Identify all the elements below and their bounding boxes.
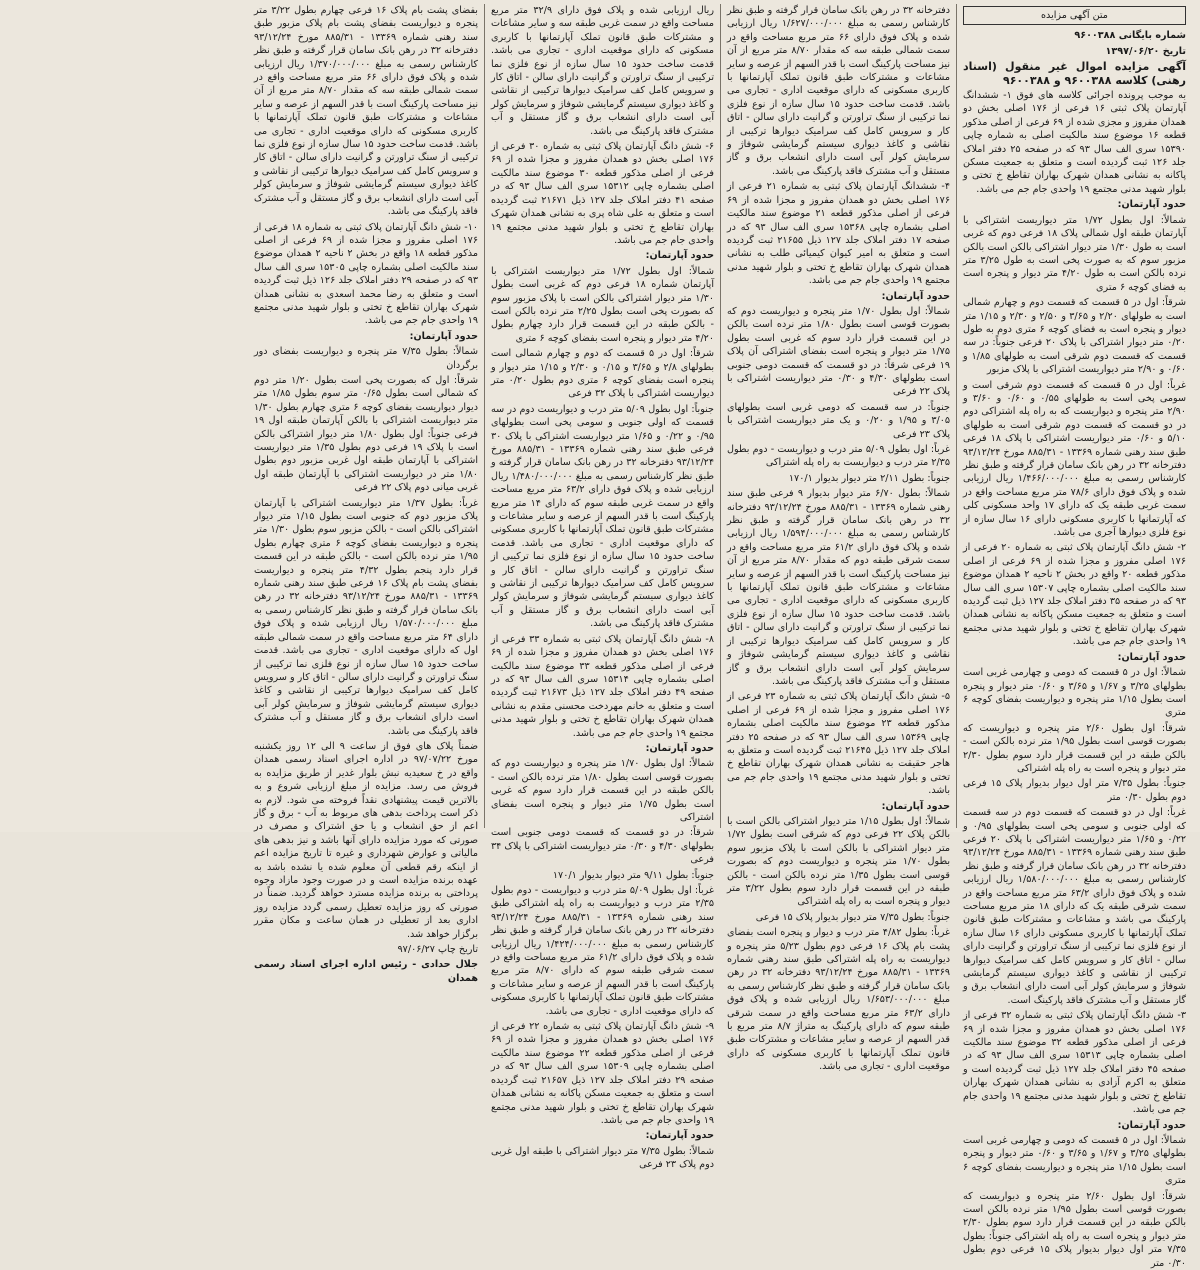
notice-paragraph: ۱۰- شش دانگ آپارتمان پلاک ثبتی به شماره ۱۸ فرعی از ۱۷۶ اصلی مفروز و مجزا شده از ۶۹ فرعی از اصلی مذکور قطعه ۱۸ واقع در بخش ۲ ناحیه ۲ همدان موضوع سند مالکیت اصلی بشماره چاپی ۱۵۳۰۵ سری الف سال ۹۳ که در صفحه ۲۹ دفتر املاک جلد ۱۲۶ ذیل ثبت گردیده است و متعلق به رضا محمد اسعدی به نشانی همدان شهرک بهاران تقاطع خ تختی و بلوار شهید مدنی مجتمع ۱۹ واحدی جام جم می باشد. [254, 221, 478, 327]
column-4 [248, 4, 484, 984]
notice-paragraph: غرباً: اول بطول ۵/۰۹ متر درب و دیواریست - دوم بطول ۲/۳۵ متر درب و دیواریست به راه پله اشتراکی طبق سند رهنی شماره ۱۳۳۶۹ - ۸۸۵/۳۱ مورخ ۹۳/۱۲/۲۴ دفترخانه ۳۲ در رهن بانک سامان قرار گرفته و طبق نظر کارشناس رسمی به مبلغ ۱/۴۲۴/۰۰۰/۰۰۰ ریال ارزیابی شده و پلاک فوق دارای ۶۱/۲ متر مربع مساحت واقع در سمت شرقی طبقه سوم که دارای ۸/۷۰ متر مربع پارکینگ است با قدر السهم از عرصه و سایر مشاعات و مشترکات طبق قانون تملک آپارتمانها با کاربری مسکونی که دارای موقعیت اداری - تجاری می باشد. [491, 885, 715, 1017]
boundaries-heading: حدود آپارتمان: [645, 1130, 714, 1142]
notice-paragraph: غرباً: اول در دو قسمت که قسمت دوم در سه قسمت که اولی جنوبی و سومی پخی است بطولهای ۰/۹۵ و ۰/۲۲ و ۱/۶۵ متر دیواریست اشتراکی با پلاک ۲۰ فرعی طبق سند رهنی شماره ۱۳۳۶۹ - ۸۸۵/۳۱ مورخ ۹۳/۱۲/۲۴ دفترخانه ۳۲ در رهن بانک سامان قرار گرفته و طبق نظر کارشناس رسمی به مبلغ ۱/۵۸۰/۰۰۰/۰۰۰ ریال ارزیابی شده و پلاک فوق دارای ۶۳/۲ متر مربع مساحت واقع در سمت شرقی طبقه یک که دارای ۱۸ متر مربع مساحت پارکینگ می باشد و مشاعات و مشترکات طبق قانون تملک آپارتمانها با کاربری مسکونی دارای ۱۶ سال سازه از نوع فلزی نما ترکیبی از سنگ تراورتن و گرانیت دارای سالن - اتاق کار و سرویس کامل کف سرامیک دیوارها ترکیبی از نقاشی و کاغذ دیواری سیستم گرمایشی شوفاژ و سرمایش کولر آبی است دارای انشعاب برق و گاز مستقل و آب مشترک فاقد پارکینگ است. [963, 807, 1187, 1006]
boundaries-heading: حدود آپارتمان: [645, 742, 714, 754]
notice-paragraph: شرقاً: اول در ۵ قسمت که قسمت دوم و چهارم شمالی است به طولهای ۲/۲۰ و ۳/۶۵ و ۲/۵۰ و ۲/۳۰ و ۱/۱۵ متر دیوار و پنجره است به فضای کوچه ۶ متری دوم به طول ۰/۲۰ متر دیوار اشتراکی با پلاک ۲۰ فرعی جنوباً: در سه قسمت که قسمت دوم شرقی است به طولهای ۱/۸۵ و ۰/۶۰ و ۲/۹۰ متر دیواریست اشتراکی با پلاک مزبور [963, 297, 1187, 376]
boundaries-heading: حدود آپارتمان: [881, 800, 950, 812]
notice-paragraph: شرقاً: اول که بصورت پخی است بطول ۱/۲۰ متر دوم که شمالی است بطول ۰/۶۵ متر سوم بطول ۱/۸۵ متر دیوار دیواریست بفضای کوچه ۶ متری چهارم بطول ۱/۳۰ متر دیواریست اشتراکی با بالکن آپارتمان طبقه اول ۱۹ فرعی جنوباً: اول بطول ۱/۸۰ متر دیوار اشتراکی بالکن است با پلاک ۱۹ فرعی دوم بطول ۱/۳۵ متر دیواریست اشتراکی با آپارتمان طبقه اول غربی مزبور دوم بطول ۱/۸۰ متر در دیواریست اشتراکی با آپارتمان طبقه اول غربی میانی دوم پلاک ۲۲ فرعی [254, 374, 478, 494]
notice-paragraph: جنوباً: بطول ۲/۱۱ متر دیوار بدیوار ۱۷۰/۱ [788, 472, 950, 484]
signature-line: جلال حدادی - رئیس اداره اجرای اسناد رسمی همدان [254, 959, 478, 984]
boundaries-heading: حدود آپارتمان: [1117, 199, 1186, 211]
notice-paragraph: شمالاً: اول بطول ۱/۷۰ متر پنجره و دیواریست دوم که بصورت قوسی است بطول ۱/۸۰ متر نرده است بالکن در این قسمت قرار دارد سوم که غربی است بطول ۱/۷۵ متر دیوار و پنجره است بفضای اشتراکی آن پلاک ۱۹ فرعی شرقاً: در دو قسمت که قسمت دومی جنوبی است بطولهای ۴/۳۰ و ۰/۳۰ متر دیواریست اشتراکی با پلاک ۲۲ فرعی [727, 305, 951, 398]
notice-paragraph: غرباً: اول در ۵ قسمت که قسمت دوم شرقی است و سومی پخی است به طولهای ۰/۵۵ و ۰/۶۰ و ۳/۶۰ و ۲/۹۰ متر پنجره و دیواریست که به راه پله اشتراکی دوم در دو قسمت که قسمت دوم شرقی است به طولهای ۵/۱۰ و ۰/۶۰ متر دیواریست اشتراکی با پلاک ۱۸ فرعی طبق سند رهنی شماره ۱۳۳۶۹ - ۸۸۵/۳۱ مورخ ۹۳/۱۲/۲۴ دفترخانه ۳۲ در رهن بانک سامان قرار گرفته و طبق نظر کارشناس رسمی به مبلغ ۱/۴۶۶/۰۰۰/۰۰۰ ریال ارزیابی شده و پلاک فوق دارای ۷۸/۶ متر مربع مساحت واقع در سمت غربی طبقه یک که دارای ۱۷ واحد مسکونی کلی که آپارتمانها با کاربری مسکونی دارای ۱۶ سال سازه از نوع فلزی دیوارها آجری می باشد. [963, 379, 1187, 539]
notice-paragraph: شمالاً: اول بطول ۱/۷۰ متر پنجره و دیواریست دوم که بصورت قوسی است بطول ۱/۸۰ متر نرده بالکن است - بالکن طبقه در این قسمت قرار دارد سوم که غربی است بطول ۱/۷۵ متر دیوار و پنجره است بفضای اشتراکی [491, 758, 714, 823]
notice-title: آگهی مزایده اموال غیر منقول (اسناد رهنی) کلاسه ۹۶۰۰۳۸۸ و ۹۶۰۰۳۸۸ [963, 60, 1186, 87]
notice-paragraph: ۳- شش دانگ آپارتمان پلاک ثبتی به شماره ۳۲ فرعی از ۱۷۶ اصلی بخش دو همدان مفروز و مجزا شده از ۶۹ فرعی از اصلی مذکور قطعه ۳۲ موضوع سند مالکیت اصلی بشماره چاپی ۱۵۳۱۳ سری الف سال ۹۳ که در صفحه ۴۵ دفتر املاک جلد ۱۲۷ ذیل ثبت گردیده است و متعلق به اکرم آزادی به نشانی همدان شهرک بهاران تقاطع خ تختی و بلوار شهید مدنی مجتمع ۱۹ واحدی جام جم می باشد. [963, 1010, 1186, 1116]
notice-paragraph: شرقاً: اول در ۵ قسمت که دوم و چهارم شمالی است بطولهای ۲/۸ و ۳/۶۵ و ۰/۱۵ و ۲/۳۰ و ۱/۱۵ متر دیوار و پنجره است بفضای کوچه ۶ متری دوم بطول ۰/۲۰ متر دیواریست اشتراکی با پلاک ۳۲ فرعی [491, 348, 715, 400]
notice-paragraph: شمالاً: بطول ۷/۳۵ متر پنجره و دیواریست بفضای دور برگردان [254, 346, 479, 371]
notice-paragraph: غرباً: بطول ۱/۳۷ متر دیواریست اشتراکی با آپارتمان پلاک مزبور دوم که جنوبی است بطول ۱/۱۵ متر دیوار اشتراکی بالکن است - بالکن مزبور سوم بطول ۱/۳۰ متر پنجره و دیواریست بفضای کوچه ۶ متری چهارم بطول ۱/۹۵ متر نرده بالکن است - بالکن طبقه در این قسمت قرار دارد پنجم بطول ۴/۳۲ متر پنجره و دیواریست بفضای پشت بام پلاک ۱۶ فرعی طبق سند رهنی شماره ۱۳۳۶۹ - ۸۸۵/۳۱ مورخ ۹۳/۱۲/۲۴ دفترخانه ۳۲ در رهن بانک سامان قرار گرفته و طبق نظر کارشناس رسمی به مبلغ ۱/۵۷۰/۰۰۰/۰۰۰ ریال ارزیابی شده و پلاک فوق دارای ۶۴ متر مربع مساحت واقع در سمت شمالی طبقه اول که دارای موقعیت اداری - تجاری می باشد. قدمت ساخت حدود ۱۵ سال سازه از نوع فلزی نما ترکیبی از سنگ تراورتن و گرانیت دارای سالن - اتاق کار و سرویس کامل کف سرامیک دیوارها ترکیبی از نقاشی و کاغذ دیواری سیستم گرمایشی شوفاژ و سرمایش کولر آبی است دارای انشعاب برق و گاز مستقل و آب مشترک فاقد پارکینگ می باشد. [254, 497, 479, 737]
notice-paragraph: ۲- شش دانگ آپارتمان پلاک ثبتی به شماره ۲۰ فرعی از ۱۷۶ اصلی مفروز و مجزا شده از ۶۹ فرعی از اصلی مذکور قطعه ۲۰ واقع در بخش ۲ ناحیه ۲ همدان موضوع سند مالکیت اصلی بشماره چاپی ۱۵۳۰۷ سری الف سال ۹۳ که در صفحه ۳۵ دفتر املاک جلد ۱۲۷ ذیل ثبت گردیده است و متعلق به جمعیت مسکن پاکانه به نشانی همدان شهرک بهاران تقاطع خ تختی و بلوار شهید مدنی مجتمع ۱۹ واحدی جام جم می باشد. [963, 542, 1186, 648]
column-body [963, 198, 1186, 1270]
notice-paragraph: شمالاً: بطول ۷/۳۵ متر دیوار اشتراکی با طبقه اول غربی دوم پلاک ۲۳ فرعی [491, 1145, 715, 1171]
notice-paragraph: غرباً: اول بطول ۵/۰۹ متر درب و دیواریست - دوم بطول ۲/۳۵ متر درب و دیواریست به راه پله اشتراکی [727, 444, 950, 469]
column-3 [484, 4, 720, 1171]
column-body [727, 4, 950, 1074]
boundaries-heading: حدود آپارتمان: [409, 330, 478, 342]
notice-paragraph: ۶- شش دانگ آپارتمان پلاک ثبتی به شماره ۳۰ فرعی از ۱۷۶ اصلی بخش دو همدان مفروز و مجزا شده از ۶۹ فرعی از اصلی مذکور قطعه ۳۰ موضوع سند مالکیت اصلی بشماره چاپی ۱۵۳۱۲ سری الف سال ۹۳ که در صفحه ۴۱ دفتر املاک جلد ۱۲۷ ذیل ۲۱۶۷۱ ثبت گردیده است و متعلق به علی شاه پری به نشانی همدان شهرک بهاران تقاطع خ تختی و بلوار شهید مدنی مجتمع ۱۹ واحدی جام جم می باشد. [491, 141, 714, 246]
notice-paragraph: شمالاً: اول بطول ۱/۷۲ متر دیواریست اشتراکی با آپارتمان طبقه اول شمالی پلاک ۱۸ فرعی دوم که غربی است به طول ۱/۳۰ متر دیوار اشتراکی بالکن است بالکن مزبور سوم که به صورت پخی است به طول ۳/۲۵ متر نرده بالکن است به طول ۴/۲۰ متر دیوار و پنجره است به فضای کوچه ۶ متری [963, 214, 1186, 293]
boundaries-heading: حدود آپارتمان: [645, 250, 714, 262]
notice-paragraph: جنوباً: بطول ۷/۳۵ متر دیوار بدیوار پلاک ۱۵ فرعی [755, 911, 950, 923]
notice-date: تاریخ ۱۳۹۷/۰۶/۲۰ [1105, 45, 1186, 57]
notice-header-text: متن آگهی مزایده [1041, 10, 1108, 21]
notice-paragraph: دفترخانه ۳۲ در رهن بانک سامان قرار گرفته و طبق نظر کارشناس رسمی به مبلغ ۱/۶۲۷/۰۰۰/۰۰۰ ریال ارزیابی شده و پلاک فوق دارای ۶۶ متر مربع مساحت واقع در سمت شمالی طبقه سه که مقدار ۸/۷۰ متر مربع از آن نیز مساحت پارکینگ است با قدر السهم از عرصه و سایر مشاعات و مشترکات طبق قانون تملک آپارتمانها با کاربری مسکونی که دارای موقعیت اداری - تجاری می باشد. قدمت ساخت حدود ۱۵ سال سازه از نوع فلزی نما ترکیبی از سنگ تراورتن و گرانیت دارای سالن - اتاق کار و سرویس کامل کف سرامیک دیوارها ترکیبی از نقاشی و کاغذ دیواری سیستم گرمایشی شوفاژ و سرمایش کولر آبی است دارای انشعاب برق و گاز مستقل و آب مشترک فاقد پارکینگ می باشد. [727, 5, 951, 177]
column-2 [720, 4, 956, 1073]
notice-paragraph: ۵- شش دانگ آپارتمان پلاک ثبتی به شماره ۲۳ فرعی از ۱۷۶ اصلی مفروز و مجزا شده از ۶۹ فرعی از اصلی مذکور قطعه ۲۳ موضوع سند مالکیت اصلی بشماره چاپی ۱۵۳۶۹ سری الف سال ۹۳ که در صفحه ۲۵ دفتر املاک جلد ۱۲۷ ذیل ۲۱۶۴۵ ثبت گردیده است و متعلق به هاجر حقیقت به نشانی همدان شهرک بهاران تقاطع خ تختی و بلوار شهید مدنی مجتمع ۱۹ واحدی جام جم می باشد. [727, 691, 951, 797]
notice-paragraph: شرقاً: اول بطول ۲/۶۰ متر پنجره و دیواریست که بصورت قوسی است بطول ۱/۹۵ متر نرده بالکن است - بالکن طبقه در این قسمت قرار دارد سوم بطول ۲/۳۰ متر دیوار و پنجره است به راه پله اشتراکی [963, 722, 1186, 774]
notice-paragraph: بفضای پشت بام پلاک ۱۶ فرعی چهارم بطول ۳/۲۲ متر پنجره و دیواریست بفضای پشت بام پلاک مزبور طبق سند رهنی شماره ۱۳۳۶۹ - ۸۸۵/۳۱ مورخ ۹۳/۱۲/۲۴ دفترخانه ۳۲ در رهن بانک سامان قرار گرفته و طبق نظر کارشناس رسمی به مبلغ ۱/۳۷۰/۰۰۰/۰۰۰ ریال ارزیابی شده و پلاک فوق دارای ۶۶ متر مربع مساحت واقع در سمت شمالی طبقه سه که مقدار ۸/۷۰ متر مربع از آن نیز مساحت پارکینگ است با قدر السهم از عرصه و سایر مشاعات و مشترکات طبق قانون تملک آپارتمانها با کاربری مسکونی که دارای موقعیت اداری - تجاری می باشد. قدمت ساخت حدود ۱۵ سال سازه از نوع فلزی نما ترکیبی از سنگ تراورتن و گرانیت دارای سالن - اتاق کار و سرویس کامل کف سرامیک دیوارها ترکیبی از نقاشی و کاغذ دیواری سیستم گرمایشی شوفاژ و سرمایش کولر آبی است دارای انشعاب برق و گاز مستقل و آب مشترک فاقد پارکینگ می باشد. [254, 5, 478, 218]
notice-paragraph: جنوباً: در سه قسمت که دومی غربی است بطولهای ۳/۰۵ و ۱/۹۵ و ۰/۲۰ و یک متر دیواریست اشتراکی با پلاک ۲۳ فرعی [727, 401, 951, 440]
boundaries-heading: حدود آپارتمان: [881, 290, 950, 302]
notice-paragraph: ۸- شش دانگ آپارتمان پلاک ثبتی به شماره ۳۳ فرعی از ۱۷۶ اصلی بخش دو همدان مفروز و مجزا شده از ۶۹ فرعی از اصلی مذکور قطعه ۳۳ موضوع سند مالکیت اصلی بشماره چاپی ۱۵۳۱۴ سری الف سال ۹۳ که در صفحه ۴۹ دفتر املاک جلد ۱۲۷ ذیل ۲۱۶۷۳ ثبت گردیده است و متعلق به خانم مهردخت محسنی مقدم به نشانی همدان شهرک بهاران تقاطع خ تختی و بلوار شهید مدنی مجتمع ۱۹ واحدی جام جم می باشد. [491, 633, 714, 739]
notice-paragraph: ضمناً پلاک های فوق از ساعت ۹ الی ۱۲ روز یکشنبه مورخ ۹۷/۰۷/۲۲ در اداره اجرای اسناد رسمی همدان واقع در خ سعیدیه نبش بلوار غدیر از طریق مزایده به فروش می رسد. مزایده از مبلغ ارزیابی شروع و به بالاترین قیمت پیشنهادی نقداً فروخته می شود. لازم به ذکر است پرداخت بدهی های مربوط به آب - برق و گاز اعم از حق انشعاب و یا حق اشتراک و مصرف در صورتی که مورد مزایده دارای آنها باشد و نیز بدهی های مالیاتی و عوارض شهرداری و غیره تا تاریخ مزایده اعم از اینکه رقم قطعی آن معلوم شده یا نشده باشد به عهده برنده مزایده است و در صورت وجود مازاد وجوه پرداختی به برنده مزایده مسترد خواهد گردید. ضمناً در صورتی که روز مزایده تعطیل رسمی گردد مزایده روز اداری بعد از تعطیلی در همان ساعت و مکان مقرر برگزار خواهد شد. [254, 740, 478, 940]
notice-paragraph: شمالاً: اول بطول ۱/۱۵ متر دیوار اشتراکی بالکن است با بالکن پلاک ۲۲ فرعی دوم که شرقی است بطول ۱/۷۲ متر دیوار اشتراکی با بالکن است با پلاک مزبور سوم بطول ۱/۷۰ متر پنجره و دیواریست دوم که بصورت قوسی است بطول ۱/۳۵ متر نرده بالکن است - بالکن طبقه در این قسمت قرار دارد سوم بطول ۳/۲۲ متر دیوار و پنجره است به راه پله اشتراکی [727, 815, 950, 908]
notice-paragraph: شرقاً: اول بطول ۲/۶۰ متر پنجره و دیواریست که بصورت قوسی است بطول ۱/۹۵ متر نرده بالکن است بالکن طبقه در این قسمت قرار دارد سوم بطول ۲/۳۰ متر دیوار و پنجره است به راه پله اشتراکی جنوباً: بطول ۷/۳۵ متر اول دیوار بدیوار پلاک ۱۵ فرعی دوم بطول ۰/۳۰ متر [963, 1190, 1186, 1269]
column-body [254, 4, 478, 985]
notice-header-box [963, 6, 1186, 25]
notice-paragraph: جنوباً: اول بطول ۵/۰۹ متر درب و دیواریست دوم در سه قسمت که اولی جنوبی و سومی پخی است بطولهای ۰/۹۵ و ۰/۲۲ و ۱/۶۵ متر دیواریست اشتراکی با پلاک ۳۰ فرعی طبق سند رهنی شماره ۱۳۳۶۹ - ۸۸۵/۳۱ مورخ ۹۳/۱۲/۲۴ دفترخانه ۳۲ در رهن بانک سامان قرار گرفته و طبق نظر کارشناس رسمی به مبلغ ۱/۴۸۰/۰۰۰/۰۰۰ ریال ارزیابی شده و پلاک فوق دارای ۶۳/۲ متر مربع مساحت واقع در سمت غربی طبقه سوم که دارای ۱۴ متر مربع پارکینگ است با قدر السهم از عرصه و سایر مشاعات و مشترکات طبق قانون تملک آپارتمانها با کاربری مسکونی که دارای موقعیت اداری - تجاری می باشد. قدمت ساخت حدود ۱۵ سال سازه از نوع فلزی نما ترکیبی از سنگ تراورتن و گرانیت دارای سالن - اتاق کار و سرویس کامل کف سرامیک دیوارها ترکیبی از نقاشی و کاغذ دیواری سیستم گرمایشی شوفاژ و سرمایش کولر آبی است دارای انشعاب برق و گاز مستقل و آب مشترک فاقد پارکینگ می باشد. [491, 403, 715, 630]
notice-intro: به موجب پرونده اجرائی کلاسه های فوق ۱- ششدانگ آپارتمان پلاک ثبتی ۱۶ فرعی از ۱۷۶ اصلی بخش دو همدان مفروز و مجزی شده از ۶۹ فرعی از اصلی مذکور قطعه ۱۶ موضوع سند مالکیت اصلی به شماره چاپی ۱۵۳۹۰ سری الف سال ۹۳ که در صفحه ۲۵ دفتر املاک جلد ۱۲۶ ثبت گردیده است و متعلق به جمعیت مسکن پاکانه به نشانی همدان شهرک بهاران تقاطع خ تختی و بلوار شهید مدنی مجتمع ۱۹ واحدی جام جم می باشد. [963, 90, 1186, 195]
boundaries-heading: حدود آپارتمان: [1117, 1119, 1186, 1131]
notice-columns [8, 4, 1192, 1269]
notice-paragraph: جنوباً: بطول ۹/۱۱ متر دیوار بدیوار ۱۷۰/۱ [552, 869, 714, 881]
notice-paragraph: تاریخ چاپ ۹۷/۰۶/۲۷ [397, 944, 478, 956]
notice-paragraph: ۴- ششدانگ آپارتمان پلاک ثبتی به شماره ۲۱ فرعی از ۱۷۶ اصلی بخش دو همدان مفروز و مجزا شده از ۶۹ فرعی از اصلی مذکور قطعه ۲۱ موضوع سند مالکیت اصلی بشماره چاپی ۱۵۳۶۸ سری الف سال ۹۳ که در صفحه ۱۷ دفتر املاک جلد ۱۲۷ ذیل ۲۱۶۵۵ ثبت گردیده است و متعلق به امیر کیوان کیمیائی طلب به نشانی همدان شهرک بهاران تقاطع خ تختی و بلوار شهید مدنی مجتمع ۱۹ واحدی جام جم می باشد. [727, 181, 950, 287]
column-1 [956, 4, 1192, 1269]
notice-paragraph: شمالاً: اول بطول ۱/۷۲ متر دیواریست اشتراکی با آپارتمان شماره ۱۸ فرعی دوم که غربی است بطول ۱/۳۰ متر دیوار اشتراکی بالکن است با پلاک مزبور سوم که بصورت پخی است بطول ۲/۲۵ متر نرده بالکن است - بالکن طبقه در این قسمت قرار دارد چهارم بطول ۴/۲۰ متر دیوار و پنجره است بفضای کوچه ۶ متری [491, 265, 714, 344]
boundaries-heading: حدود آپارتمان: [1117, 651, 1186, 663]
notice-paragraph: ریال ارزیابی شده و پلاک فوق دارای ۳۲/۹ متر مربع مساحت واقع در سمت غربی طبقه سه و سایر مشاعات و مشترکات طبق قانون تملک آپارتمانها با کاربری مسکونی که دارای موقعیت اداری - تجاری می باشد. قدمت ساخت حدود ۱۵ سال سازه از نوع فلزی نما ترکیبی از سنگ تراورتن و گرانیت دارای سالن - اتاق کار و سرویس کامل کف سرامیک دیوارها ترکیبی از نقاشی و کاغذ دیواری سیستم گرمایشی شوفاژ و سرمایش کولر آبی است دارای انشعاب برق و گاز مستقل و آب مشترک فاقد پارکینگ می باشد. [490, 5, 714, 137]
archive-number: شماره بایگانی ۹۶۰۰۳۸۸ [1074, 30, 1186, 42]
notice-paragraph: غرباً: بطول ۴/۸۲ متر درب و دیوار و پنجره است بفضای پشت بام پلاک ۱۶ فرعی دوم بطول ۵/۲۳ متر پنجره و دیواریست به راه پله اشتراکی طبق سند رهنی شماره ۱۳۳۶۹ - ۸۸۵/۳۱ مورخ ۹۳/۱۲/۲۴ دفترخانه ۳۲ در رهن بانک سامان قرار گرفته و طبق نظر کارشناس رسمی به مبلغ ۱/۶۵۳/۰۰۰/۰۰۰ ریال ارزیابی شده و پلاک فوق دارای ۶۳/۲ متر مربع مساحت واقع در سمت شرقی طبقه سوم که دارای پارکینگ به متراژ ۸/۷ متر مربع با قدر السهم از عرصه و سایر مشاعات و مشترکات طبق قانون تملک آپارتمانها با کاربری مسکونی که دارای موقعیت اداری - تجاری می باشد. [727, 927, 951, 1073]
notice-paragraph: شمالاً: اول در ۵ قسمت که دومی و چهارمی غربی است بطولهای ۳/۲۵ و ۱/۶۷ و ۳/۶۵ و ۰/۶۰ متر دیوار و پنجره است بطول ۱/۱۵ متر پنجره و دیواریست بفضای کوچه ۶ متری [963, 1134, 1187, 1187]
column-body [491, 4, 714, 1172]
notice-paragraph: شمالاً: بطول ۶/۷۰ متر دیوار بدیوار ۹ فرعی طبق سند رهنی شماره ۱۳۳۶۹ - ۸۸۵/۳۱ مورخ ۹۳/۱۲/۲۴ دفترخانه ۳۲ در رهن بانک سامان قرار گرفته و طبق نظر کارشناس رسمی به مبلغ ۱/۵۹۴/۰۰۰/۰۰۰ ریال ارزیابی شده و پلاک فوق دارای ۶۱/۲ متر مربع مساحت واقع در سمت شرقی طبقه دوم که مقدار ۸/۷۰ متر مربع از آن نیز مساحت پارکینگ است با قدر السهم از عرصه و سایر مشاعات و مشترکات طبق قانون تملک آپارتمانها با کاربری مسکونی که دارای موقعیت اداری - تجاری می باشد. قدمت ساخت حدود ۱۵ سال سازه از نوع فلزی نما ترکیبی از سنگ تراورتن و گرانیت دارای سالن - اتاق کار و سرویس کامل کف سرامیک دیوارها ترکیبی از نقاشی و کاغذ دیواری سیستم گرمایشی شوفاژ و سرمایش کولر آبی است دارای انشعاب برق و گاز مستقل و آب مشترک فاقد پارکینگ می باشد. [727, 488, 951, 687]
notice-paragraph: شمالاً: اول در ۵ قسمت که دومی و چهارمی غربی است بطولهای ۳/۲۵ و ۱/۶۷ و ۳/۶۵ و ۰/۶۰ متر دیوار و پنجره است بطول ۱/۱۵ متر پنجره و دیواریست بفضای کوچه ۶ متری [963, 667, 1187, 719]
notice-paragraph: ۹- شش دانگ آپارتمان پلاک ثبتی به شماره ۲۲ فرعی از ۱۷۶ اصلی بخش دو همدان مفروز و مجزا شده از ۶۹ فرعی از اصلی مذکور قطعه ۲۲ موضوع سند مالکیت اصلی بشماره چاپی ۱۵۳۰۹ سری الف سال ۹۳ که در صفحه ۲۹ دفتر املاک جلد ۱۲۷ ذیل ۲۱۶۵۷ ثبت گردیده است و متعلق به جمعیت مسکن پاکانه به نشانی همدان شهرک بهاران تقاطع خ تختی و بلوار شهید مدنی مجتمع ۱۹ واحدی جام جم می باشد. [491, 1021, 714, 1126]
notice-paragraph: جنوباً: بطول ۷/۳۵ متر اول دیوار بدیوار پلاک ۱۵ فرعی دوم بطول ۰/۳۰ متر [963, 778, 1186, 803]
notice-paragraph: شرقاً: در دو قسمت که قسمت دومی جنوبی است بطولهای ۴/۳۰ و ۰/۳۰ متر دیواریست اشتراکی با پلاک ۳۴ فرعی [491, 827, 715, 866]
